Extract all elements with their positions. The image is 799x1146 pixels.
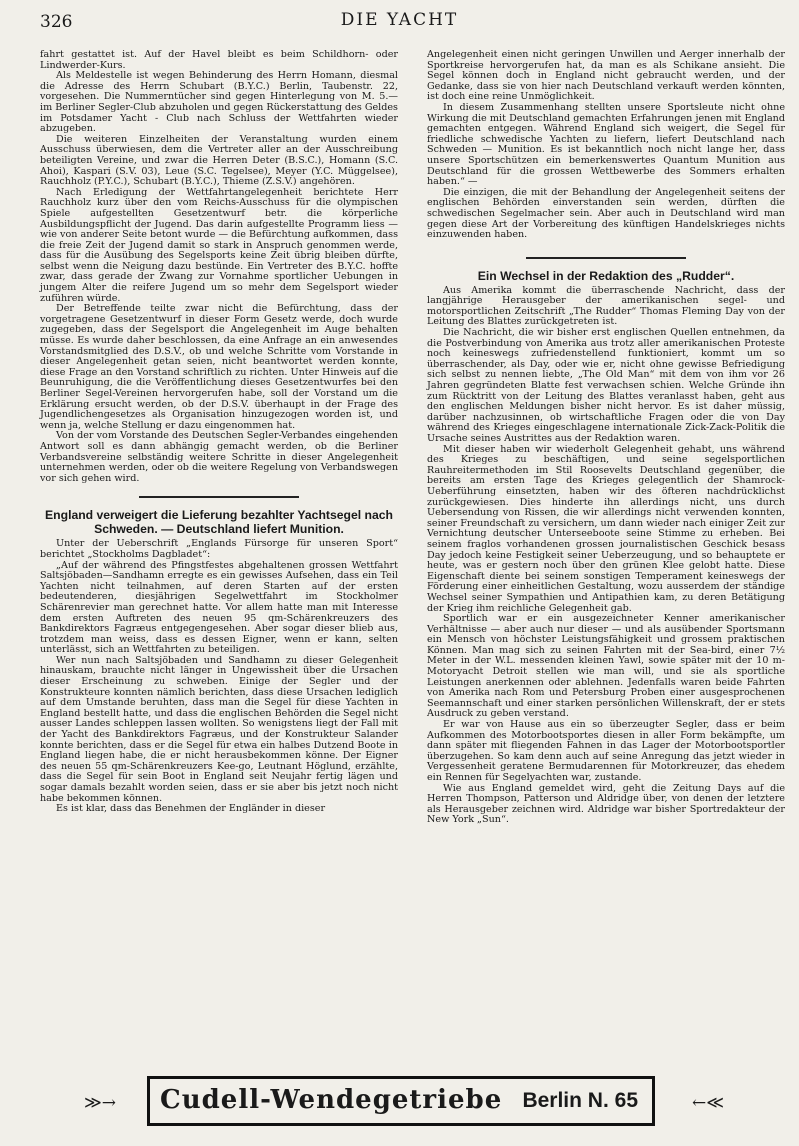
left-paragraph-3: Die weiteren Einzelheiten der Veranstaltung wurden einem Ausschuss überwiesen, dem die Vertreter aller an der Ausschreibung beteiligten Vereine, und zwar die Herren Deter (B.S.C.), Homann (S.C. Ahoi), Kaspari (S.V. 03), Leue (S.C. Tegelsee), Meyer (Y.C. Müggelsee), Rauchholz (P.Y.C.), Schubart (B.Y.C.), Thieme (Z.S.V.) angehören. bbox=[40, 133, 398, 188]
right-paragraph-2: In diesem Zusammenhang stellten unsere Sportsleute nicht ohne Wirkung die mit Deutschland gemachten Erfahrungen jenen mit England gemachten entgegen. Während England sich weigert, die Segel für friedliche schwedische Yachten zu liefern, liefert Deutschland nach Schweden — Munition. Es ist bekanntlich noch nicht lange her, dass unsere Sportschützen ein bemerkenswertes Quantum Munition aus Deutschland für die grossen Wettbewerbe des Sommers erhalten haben.“ — bbox=[427, 101, 785, 188]
left-paragraph-6: Von der vom Vorstande des Deutschen Segler-Verbandes eingehenden Antwort soll es dann abhängig gemacht werden, ob die Berliner Verbandsvereine selbständig weitere Schritte in dieser Angelegenheit unternehmen werden, oder ob die weitere Regelung von Verbandswegen vor sich gehen wird. bbox=[40, 430, 398, 484]
article-paragraph-4: Es ist klar, dass das Benehmen der Engländer in dieser bbox=[56, 803, 326, 815]
article-heading-england: England verweigert die Lieferung bezahlter Yachtsegel nach Schweden. — Deutschland liefert Munition. bbox=[45, 508, 393, 537]
section-divider bbox=[526, 257, 686, 259]
left-paragraph-5: Der Betreffende teilte zwar nicht die Befürchtung, dass der vorgetragene Gesetzentwurf in dieser Form Gesetz werde, doch wurde zugegeben, dass der Segelsport die Angelegenheit im Auge behalten müsse. Es wurde daher beschlossen, da eine Anfrage an ein anwesendes Vorstandsmitglied des D.S.V., ob und welche Schritte vom Vorstande in dieser Angelegenheit getan seien, nicht beantwortet werden konnte, diese Frage an den Vorstand schriftlich zu richten. Unter Hinweis auf die Beunruhigung, die die Veröffentlichung dieses Gesetzentwurfes bei den Berliner Segel-Vereinen hervorgerufen habe, soll der Vorstand um die Erklärung ersucht werden, ob der D.S.V. überhaupt in der Frage des Jugendlichengesetzes als Organisation hinzugezogen worden ist, und wenn ja, welche Stellung er dazu eingenommen hat. bbox=[40, 303, 398, 431]
rudder-paragraph-2: Die Nachricht, die wir bisher erst englischen Quellen entnehmen, da die Postverbindung von Amerika aus trotz aller amerikanischen Proteste noch keineswegs zufriedenstellend funktioniert, kommt um so überraschender, als Day, oder wie er, nicht ohne gewisse Befriedigung sich selbst zu nennen liebte, „The Old Man“ mit dem von ihm vor 26 Jahren gegründeten Blatte fest verwachsen schien. Welche Gründe ihn zum Rücktritt von der Leitung des Blattes veranlasst haben, geht aus den englischen Meldungen bisher nicht hervor. Es ist daher müssig, darüber nachzusinnen, ob wirtschaftliche Fragen oder die von Day während des Krieges eingeschlagene internationale Zick-Zack-Politik die Ursache seines Austrittes aus der Redaktion waren. bbox=[427, 327, 785, 444]
arrow-left-icon: ←≪ bbox=[691, 1093, 724, 1113]
right-paragraph-1: Angelegenheit einen nicht geringen Unwillen und Aerger innerhalb der Sportkreise hervorgerufen hat, da man es als Schikane ansieht. Die Segel können doch in England nicht gebraucht werden, und der Gedanke, dass sie von hier nach Deutschland verkauft werden könnten, ist doch eine reine Unmöglichkeit. bbox=[427, 49, 785, 103]
arrow-right-icon: ≫→ bbox=[84, 1093, 117, 1113]
left-column bbox=[40, 50, 398, 815]
rudder-paragraph-5: Er war von Hause aus ein so überzeugter Segler, dass er beim Aufkommen des Motorbootsportes diesen in aller Form bekämpfte, um dann später mit fliegenden Fahnen in das Lager der Motorbootsportler überzugehen. So kam denn auch auf seine Anregung das jetzt wieder in Vergessenheit geratene Bermudarennen für Motorkreuzer, das ehedem ein Rennen für Segelyachten war, zustande. bbox=[427, 719, 785, 783]
advertisement-brand: Cudell-Wendegetriebe bbox=[160, 1085, 503, 1115]
article-paragraph-3: Wer nun nach Saltsjöbaden und Sandhamn zu dieser Gelegenheit hinauskam, brauchte nicht länger in Ungewissheit über die Ursachen dieser Erscheinung zu schweben. Einige der Segler und der Konstrukteure konnten nämlich berichten, dass diese Ursachen lediglich auf dem Umstande beruhten, dass man die Segel für diese Yachten in England bestellt hatte, und dass die englischen Behörden die Segel nicht ausser Landes schleppen lassen wollten. So wenigstens liegt der Fall mit der Yacht des Bankdirektors Fagræus, und der Konstrukteur Salander konnte berichten, dass er die Segel für etwa ein halbes Dutzend Boote in England liegen habe, die er nicht herausbekommen könne. Der Eigner des neuen 55 qm-Schärenkreuzers Kee-go, Leutnant Höglund, erzählte, dass die Segel für sein Boot in England seit Neujahr fertig lägen und sogar damals bezahlt worden seien, dass er sie aber bis jetzt noch nicht habe bekommen können. bbox=[40, 654, 398, 804]
rudder-paragraph-3: Mit dieser haben wir wiederholt Gelegenheit gehabt, uns während des Krieges zu beschäftigen, und seine segelsportlichen Rauhreitermethoden im Stil Roosevelts Deutschland gegenüber, die bereits am ersten Tage des Krieges gelegentlich der Shamrock-Ueberführung einsetzten, haben wir des öfteren nachdrücklichst zurückgewiesen. Dies hinderte ihn allerdings nicht, uns durch Uebersendung von Rissen, die wir allerdings nicht verwenden konnten, seiner Freundschaft zu versichern, um dann wieder nach einiger Zeit zur Vernichtung deutscher Unterseeboote seine Stimme zu erheben. Bei seinem fraglos vorhandenen grossen journalistischen Geschick besass Day jedoch keine Festigkeit seiner Ueberzeugung, und so behauptete er heute, was er gestern noch über den grünen Klee gelobt hatte. Diese Eigenschaft diente bei seinem sonstigen Temperament keineswegs der Förderung einer einheitlichen Gestaltung, wozu ausserdem der ständige Wechsel seiner Sympathien und Antipathien kam, zu deren Betätigung der Krieg ihm reichliche Gelegenheit gab. bbox=[427, 443, 785, 614]
advertisement-box bbox=[147, 1076, 655, 1126]
left-paragraph-1: fahrt gestattet ist. Auf der Havel bleibt es beim Schildhorn- oder Lindwerder-Kurs. bbox=[40, 49, 398, 71]
page-number: 326 bbox=[40, 12, 73, 32]
left-paragraph-2: Als Meldestelle ist wegen Behinderung des Herrn Homann, diesmal die Adresse des Herrn Schubart (B.Y.C.) Berlin, Taubenstr. 22, vorgesehen. Die Nummerntücher sind gegen Hinterlegung von M. 5.— im Berliner Segler-Club abzuholen und gegen Rückerstattung des Geldes im Potsdamer Yacht - Club nach Schluss der Wettfahrten wieder abzugeben. bbox=[40, 70, 398, 135]
article-paragraph-1: Unter der Ueberschrift „Englands Fürsorge für unseren Sport“ berichtet „Stockholms Dagbladet“: bbox=[40, 538, 398, 560]
article-heading-rudder: Ein Wechsel in der Redaktion des „Rudder“. bbox=[477, 268, 735, 283]
running-title: DIE YACHT bbox=[340, 10, 459, 30]
rudder-paragraph-4: Sportlich war er ein ausgezeichneter Kenner amerikanischer Verhältnisse — aber auch nur dieser — und als ausübender Sportsmann ein Mensch von höchster Leistungsfähigkeit und grossem praktischen Können. Man mag sich zu seinen Fahrten mit der Sea-bird, einer 7½ Meter in der W.L. messenden kleinen Yawl, sowie später mit der 10 m-Motoryacht Detroit stellen wie man will, und sie als sportliche Leistungen anerkennen oder ablehnen. Jedenfalls waren beide Fahrten von Amerika nach Rom und Petersburg Proben einer ausgesprochenen Seemannschaft und einer starken persönlichen Willenskraft, der er stets Ausdruck zu geben verstand. bbox=[427, 613, 785, 720]
advertisement-city: Berlin N. 65 bbox=[522, 1089, 638, 1112]
article-paragraph-2: „Auf der während des Pfingstfestes abgehaltenen grossen Wettfahrt Saltsjöbaden—Sandhamn erregte es ein gewisses Aufsehen, dass ein Teil Yachten nicht teilnahmen, auf deren Starten auf der ersten bedeutenderen, diesjährigen Segelwettfahrt im Stockholmer Schärenrevier man gerechnet hatte. Vor allem hatte man mit Interesse dem ersten Auftreten des neuen 95 qm-Schärenkreuzers des Bankdirektors Fagræus entgegengesehen. Aber sogar dieser blieb aus, trotzdem man weiss, dass es dessen Eigner, wenn er kann, selten unterlässt, sich an Wettfahrten zu beteiligen. bbox=[40, 559, 398, 656]
right-paragraph-3: Die einzigen, die mit der Behandlung der Angelegenheit seitens der englischen Behörden einverstanden sein werden, dürften die schwedischen Segelmacher sein. Aber auch in Deutschland wird man gegen diese Art der Vorbereitung des künftigen Handelskrieges nichts einzuwenden haben. bbox=[427, 186, 785, 241]
rudder-paragraph-6: Wie aus England gemeldet wird, geht die Zeitung Days auf die Herren Thompson, Patterson und Aldridge über, von denen der letztere als Herausgeber zeichnen wird. Aldridge war bisher Sportredakteur der New York „Sun“. bbox=[427, 782, 785, 826]
section-divider bbox=[139, 496, 299, 498]
left-paragraph-4: Nach Erledigung der Wettfahrtangelegenheit berichtete Herr Rauchholz kurz über den vom Reichs-Ausschuss für die olympischen Spiele aufgestellten Gesetzentwurf betr. die körperliche Ausbildungspflicht der Jugend. Das darin aufgestellte Programm liess — wie von anderer Seite betont wurde — die Befürchtung aufkommen, dass die freie Zeit der Jugend damit so stark in Anspruch genommen werde, dass für die Ausübung des Segelsports keine Zeit übrig bleiben dürfte, selbst wenn die Neigung dazu bestünde. Ein Vertreter des B.Y.C. hoffte zwar, dass gerade der Zwang zur Vornahme sportlicher Uebungen in jungem Alter die reifere Jugend um so mehr dem Segelsport wieder zuführen würde. bbox=[40, 186, 398, 304]
rudder-paragraph-1: Aus Amerika kommt die überraschende Nachricht, dass der langjährige Herausgeber der amerikanischen segel- und motorsportlichen Zeitschrift „The Rudder“ Thomas Fleming Day von der Leitung des Blattes zurückgetreten ist. bbox=[427, 284, 785, 328]
advertisement-banner bbox=[84, 1076, 724, 1130]
right-column bbox=[427, 50, 785, 826]
